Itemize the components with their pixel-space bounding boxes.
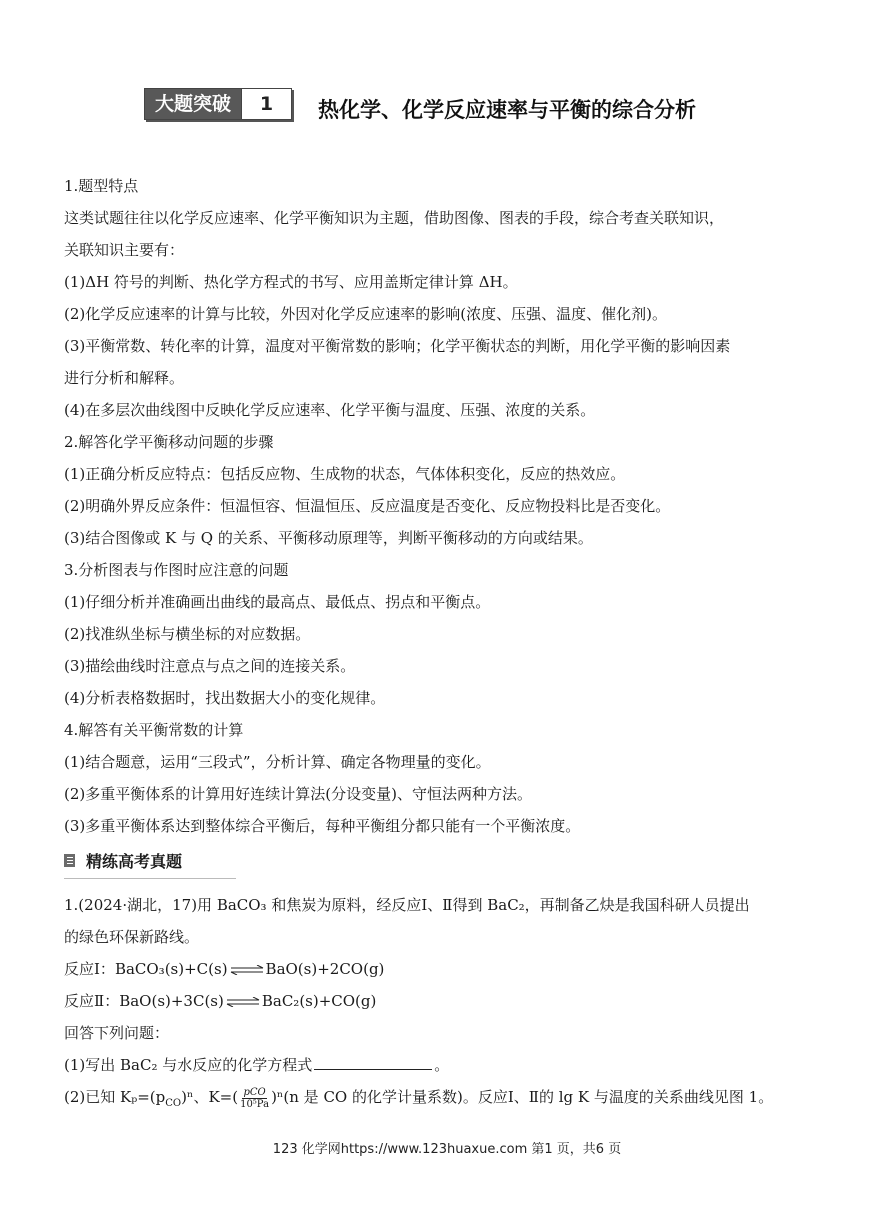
text-line: (2)化学反应速率的计算与比较，外因对化学反应速率的影响(浓度、压强、温度、催化剂)。 [64, 305, 667, 323]
reaction-2 [64, 985, 828, 1017]
reaction-products: BaO(s)+2CO(g) [265, 960, 385, 978]
text-line: (3)结合图像或 K 与 Q 的关系、平衡移动原理等，判断平衡移动的方向或结果。 [64, 529, 593, 547]
fraction-denominator: 10⁵Pa [240, 1098, 270, 1110]
question-text: 的绿色环保新路线。 [64, 928, 200, 946]
text-line: (1)仔细分析并准确画出曲线的最高点、最低点、拐点和平衡点。 [64, 593, 491, 611]
document-icon [64, 854, 78, 870]
reaction-label: 反应Ⅰ： [64, 960, 115, 978]
question-text: 。 [434, 1056, 450, 1074]
badge-number: 1 [241, 89, 291, 119]
section-title: 精练高考真题 [86, 852, 183, 871]
text-line: 3.分析图表与作图时应注意的问题 [64, 561, 289, 579]
text-line: 进行分析和解释。 [64, 369, 185, 387]
question-text: )ⁿ(n 是 CO 的化学计量系数)。反应Ⅰ、Ⅱ的 lg K 与温度的关系曲线见图 1。 [271, 1088, 774, 1106]
text-line: (4)在多层次曲线图中反映化学反应速率、化学平衡与温度、压强、浓度的关系。 [64, 401, 596, 419]
topic-badge [144, 88, 292, 120]
page-header [144, 88, 804, 128]
badge-label: 大题突破 [145, 89, 241, 119]
document-body [64, 170, 828, 1120]
text-line: (3)平衡常数、转化率的计算，温度对平衡常数的影响；化学平衡状态的判断，用化学平衡的影响因素 [64, 337, 731, 355]
question-text: 回答下列问题： [64, 1024, 170, 1042]
text-line: (1)结合题意，运用“三段式”，分析计算、确定各物理量的变化。 [64, 753, 491, 771]
fraction [239, 1087, 270, 1110]
reaction-reactants: BaCO₃(s)+C(s) [114, 960, 228, 978]
question-text: )ⁿ、K=( [181, 1088, 239, 1106]
text-line: (4)分析表格数据时，找出数据大小的变化规律。 [64, 689, 386, 707]
fraction-numerator: pCO [243, 1086, 266, 1098]
text-line: 这类试题往往以化学反应速率、化学平衡知识为主题，借助图像、图表的手段，综合考查关联知识， [64, 209, 725, 227]
sub-question-1 [64, 1049, 828, 1081]
text-line: (2)明确外界反应条件：恒温恒容、恒温恒压、反应温度是否变化、反应物投料比是否变化。 [64, 497, 671, 515]
text-line: (1)正确分析反应特点：包括反应物、生成物的状态，气体体积变化，反应的热效应。 [64, 465, 626, 483]
page-footer: 123 化学网https://www.123huaxue.com 第1 页，共6 页 [272, 1142, 622, 1157]
text-line: (3)多重平衡体系达到整体综合平衡后，每种平衡组分都只能有一个平衡浓度。 [64, 817, 581, 835]
page-title: 热化学、化学反应速率与平衡的综合分析 [318, 98, 696, 122]
reaction-label: 反应Ⅱ： [64, 992, 120, 1010]
reaction-products: BaC₂(s)+CO(g) [261, 992, 377, 1010]
text-line: 2.解答化学平衡移动问题的步骤 [64, 433, 274, 451]
text-line: (2)多重平衡体系的计算用好连续计算法(分设变量)、守恒法两种方法。 [64, 785, 532, 803]
reaction-1 [64, 953, 828, 985]
text-line: 1.题型特点 [64, 177, 139, 195]
text-line: (2)找准纵坐标与横坐标的对应数据。 [64, 625, 311, 643]
text-line: 4.解答有关平衡常数的计算 [64, 721, 244, 739]
sub-question-2 [64, 1081, 828, 1120]
subscript: CO [165, 1098, 182, 1109]
text-line: (3)描绘曲线时注意点与点之间的连接关系。 [64, 657, 356, 675]
equilibrium-arrow-icon [226, 997, 260, 1007]
equilibrium-arrow-icon [230, 965, 264, 975]
question-text: 1.(2024·湖北，17)用 BaCO₃ 和焦炭为原料，经反应Ⅰ、Ⅱ得到 BaC₂，再制备乙炔是我国科研人员提出 [64, 896, 750, 914]
text-line: 关联知识主要有： [64, 241, 185, 259]
answer-blank [314, 1055, 432, 1070]
practice-section-header [64, 848, 236, 879]
reaction-reactants: BaO(s)+3C(s) [119, 992, 224, 1010]
text-line: (1)ΔH 符号的判断、热化学方程式的书写、应用盖斯定律计算 ΔH。 [64, 273, 518, 291]
question-text: (1)写出 BaC₂ 与水反应的化学方程式 [64, 1056, 313, 1074]
question-text: (2)已知 Kₚ=(p [64, 1088, 166, 1106]
